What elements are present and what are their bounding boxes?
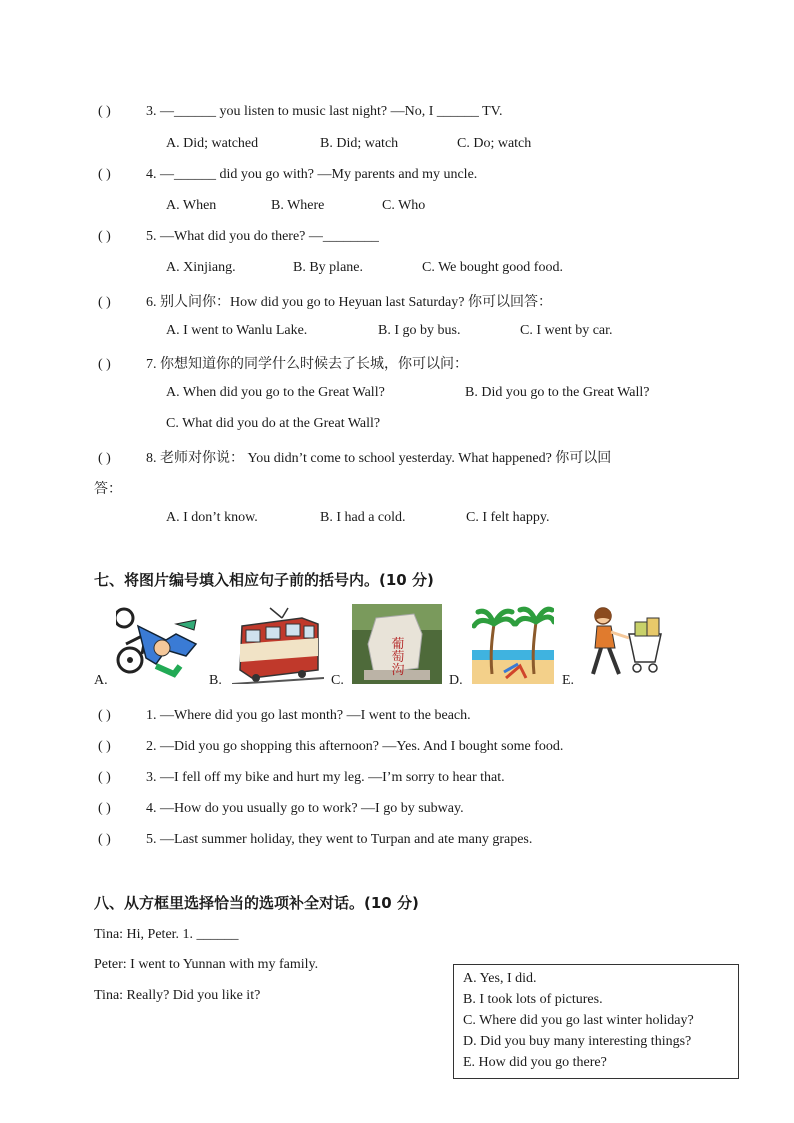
picture-e-shopping [583, 604, 667, 684]
picture-d-beach [472, 604, 554, 684]
question-stem: 3. —______ you listen to music last night? —No, I ______ TV. [146, 104, 503, 119]
option-b: B. Did; watch [320, 136, 399, 151]
match-question-5 [98, 832, 532, 848]
question-7 [98, 353, 468, 373]
picture-label: A. [94, 673, 108, 688]
question-stem: 7. 你想知道你的同学什么时候去了长城，你可以问： [146, 357, 468, 372]
option-a: A. Did; watched [166, 136, 259, 151]
question-stem: 4. —______ did you go with? —My parents and my uncle. [146, 167, 478, 182]
box-option: C. Where did you go last winter holiday? [463, 1013, 694, 1028]
match-question-4 [98, 801, 464, 817]
box-option: B. I took lots of pictures. [463, 992, 603, 1007]
question-stem: 8. 老师对你说： You didn’t come to school yesterday. What happened? 你可以回 [146, 451, 612, 466]
option-c: C. I felt happy. [466, 510, 550, 525]
question-text: 1. —Where did you go last month? —I went to the beach. [146, 708, 471, 723]
question-text: 3. —I fell off my bike and hurt my leg. —I’m sorry to hear that. [146, 770, 505, 785]
option-b: B. By plane. [293, 260, 363, 275]
question-text: 4. —How do you usually go to work? —I go by subway. [146, 801, 464, 816]
answer-paren[interactable]: ( ) [98, 295, 111, 310]
answer-paren[interactable]: ( ) [98, 167, 111, 182]
options-box [453, 964, 739, 1079]
picture-label: E. [562, 673, 575, 688]
answer-paren[interactable]: ( ) [98, 104, 111, 119]
dialogue-line: Peter: I went to Yunnan with my family. [94, 957, 319, 972]
stone-inscription: 葡萄沟 [388, 636, 404, 676]
match-question-3 [98, 770, 505, 786]
picture-label: D. [449, 673, 463, 688]
answer-paren[interactable]: ( ) [98, 801, 111, 816]
box-option: D. Did you buy many interesting things? [463, 1034, 692, 1049]
question-4 [98, 167, 477, 183]
option-b: B. Where [271, 198, 325, 213]
dialogue-line: Tina: Really? Did you like it? [94, 988, 261, 1003]
question-stem-continued: 答： [94, 482, 122, 497]
picture-c-stone-monument [352, 604, 442, 684]
picture-label: B. [209, 673, 222, 688]
picture-a-bike-fall [116, 604, 200, 684]
section-8-heading: 八、从方框里选择恰当的选项补全对话。(10 分) [94, 894, 419, 912]
section-7-heading: 七、将图片编号填入相应句子前的括号内。(10 分) [94, 571, 434, 589]
option-c: C. We bought good food. [422, 260, 563, 275]
question-5 [98, 229, 379, 245]
question-stem: 6. 别人问你：How did you go to Heyuan last Saturday? 你可以回答： [146, 295, 552, 310]
option-c: C. Do; watch [457, 136, 532, 151]
answer-paren[interactable]: ( ) [98, 229, 111, 244]
question-stem: 5. —What did you do there? —________ [146, 229, 379, 244]
option-c: C. I went by car. [520, 323, 613, 338]
question-text: 2. —Did you go shopping this afternoon? —Yes. And I bought some food. [146, 739, 564, 754]
dialogue-line: Tina: Hi, Peter. 1. ______ [94, 927, 239, 942]
question-text: 5. —Last summer holiday, they went to Turpan and ate many grapes. [146, 832, 533, 847]
picture-label: C. [331, 673, 344, 688]
option-a: A. I don’t know. [166, 510, 258, 525]
option-b: B. I go by bus. [378, 323, 461, 338]
option-a: A. I went to Wanlu Lake. [166, 323, 308, 338]
question-6 [98, 291, 552, 311]
question-8 [98, 447, 611, 467]
match-question-2 [98, 739, 563, 755]
option-a: A. When [166, 198, 217, 213]
option-c: C. Who [382, 198, 426, 213]
answer-paren[interactable]: ( ) [98, 357, 111, 372]
answer-paren[interactable]: ( ) [98, 739, 111, 754]
picture-b-tram [232, 604, 324, 684]
option-a: A. Xinjiang. [166, 260, 236, 275]
answer-paren[interactable]: ( ) [98, 832, 111, 847]
box-option: E. How did you go there? [463, 1055, 607, 1070]
question-3 [98, 104, 502, 120]
option-a: A. When did you go to the Great Wall? [166, 385, 385, 400]
answer-paren[interactable]: ( ) [98, 770, 111, 785]
option-b: B. Did you go to the Great Wall? [465, 385, 650, 400]
option-c: C. What did you do at the Great Wall? [166, 416, 381, 431]
match-question-1 [98, 708, 471, 724]
box-option: A. Yes, I did. [463, 971, 537, 986]
answer-paren[interactable]: ( ) [98, 708, 111, 723]
answer-paren[interactable]: ( ) [98, 451, 111, 466]
option-b: B. I had a cold. [320, 510, 406, 525]
